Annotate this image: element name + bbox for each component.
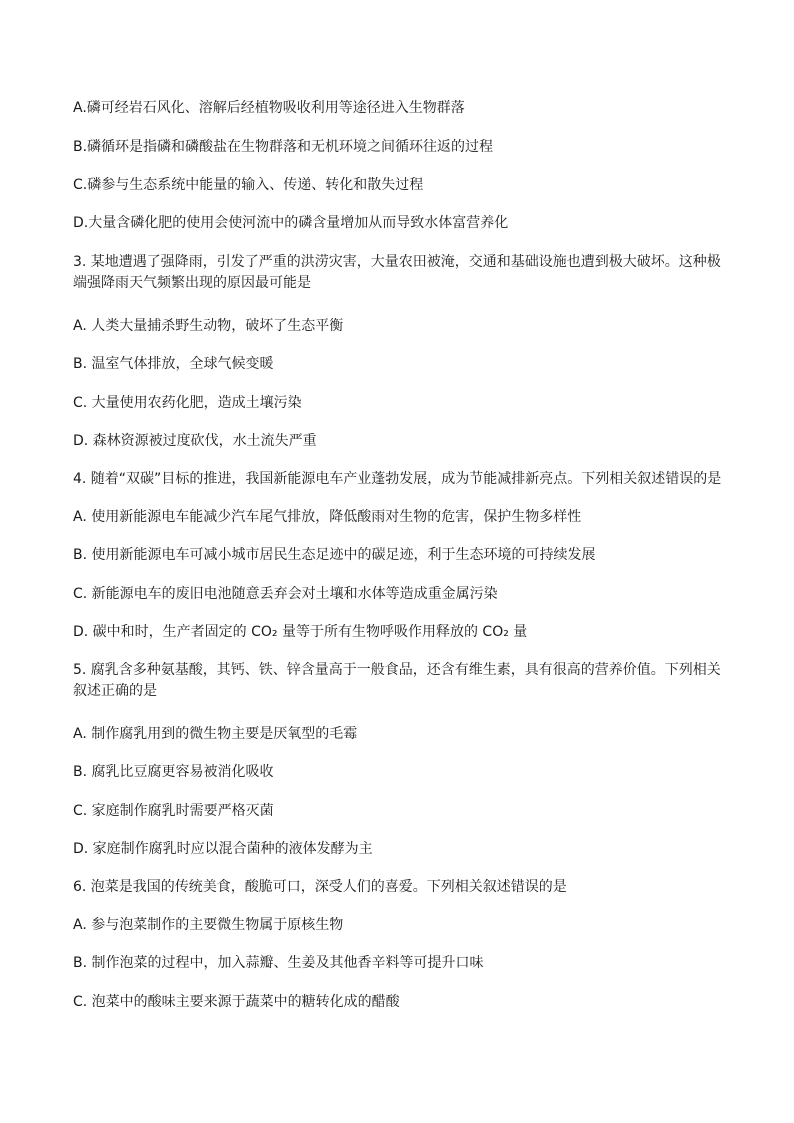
option-a-phosphorus: A.磷可经岩石风化、溶解后经植物吸收利用等途径进入生物群落 (73, 100, 465, 116)
option-b-phosphorus: B.磷循环是指磷和磷酸盐在生物群落和无机环境之间循环往返的过程 (73, 139, 494, 155)
q5-option-c: C. 家庭制作腐乳时需要严格灭菌 (73, 803, 274, 819)
option-c-phosphorus: C.磷参与生态系统中能量的输入、传递、转化和散失过程 (73, 177, 424, 193)
q5-option-b: B. 腐乳比豆腐更容易被消化吸收 (73, 764, 274, 780)
q3-option-d: D. 森林资源被过度砍伐，水土流失严重 (73, 433, 317, 449)
q6-option-b: B. 制作泡菜的过程中，加入蒜瓣、生姜及其他香辛料等可提升口味 (73, 955, 484, 971)
q3-option-b: B. 温室气体排放，全球气候变暖 (73, 356, 274, 372)
question-3: 3. 某地遭遇了强降雨，引发了严重的洪涝灾害，大量农田被淹，交通和基础设施也遭到极大破坏。这种极端强降雨天气频繁出现的原因最可能是 (73, 254, 721, 291)
q4-option-c: C. 新能源电车的废旧电池随意丢弃会对土壤和水体等造成重金属污染 (73, 586, 498, 602)
q5-option-a: A. 制作腐乳用到的微生物主要是厌氧型的毛霉 (73, 726, 358, 742)
q6-option-c: C. 泡菜中的酸味主要来源于蔬菜中的糖转化成的醋酸 (73, 994, 400, 1010)
q4-option-d: D. 碳中和时，生产者固定的 CO₂ 量等于所有生物呼吸作用释放的 CO₂ 量 (73, 624, 528, 640)
option-d-phosphorus: D.大量含磷化肥的使用会使河流中的磷含量增加从而导致水体富营养化 (73, 215, 509, 231)
question-6: 6. 泡菜是我国的传统美食，酸脆可口，深受人们的喜爱。下列相关叙述错误的是 (73, 879, 567, 895)
q3-option-c: C. 大量使用农药化肥，造成土壤污染 (73, 395, 302, 411)
question-5: 5. 腐乳含多种氨基酸，其钙、铁、锌含量高于一般食品，还含有维生素，具有很高的营养价值。下列相关叙述正确的是 (73, 662, 721, 699)
q4-option-b: B. 使用新能源电车可减小城市居民生态足迹中的碳足迹，利于生态环境的可持续发展 (73, 547, 596, 563)
question-4: 4. 随着“双碳”目标的推进，我国新能源电车产业蓬勃发展，成为节能减排新亮点。下列相关叙述错误的是 (73, 471, 722, 487)
q3-option-a: A. 人类大量捕杀野生动物，破坏了生态平衡 (73, 318, 344, 334)
q6-option-a: A. 参与泡菜制作的主要微生物属于原核生物 (73, 917, 344, 933)
q4-option-a: A. 使用新能源电车能减少汽车尾气排放，降低酸雨对生物的危害，保护生物多样性 (73, 509, 582, 525)
q5-option-d: D. 家庭制作腐乳时应以混合菌种的液体发酵为主 (73, 841, 373, 857)
